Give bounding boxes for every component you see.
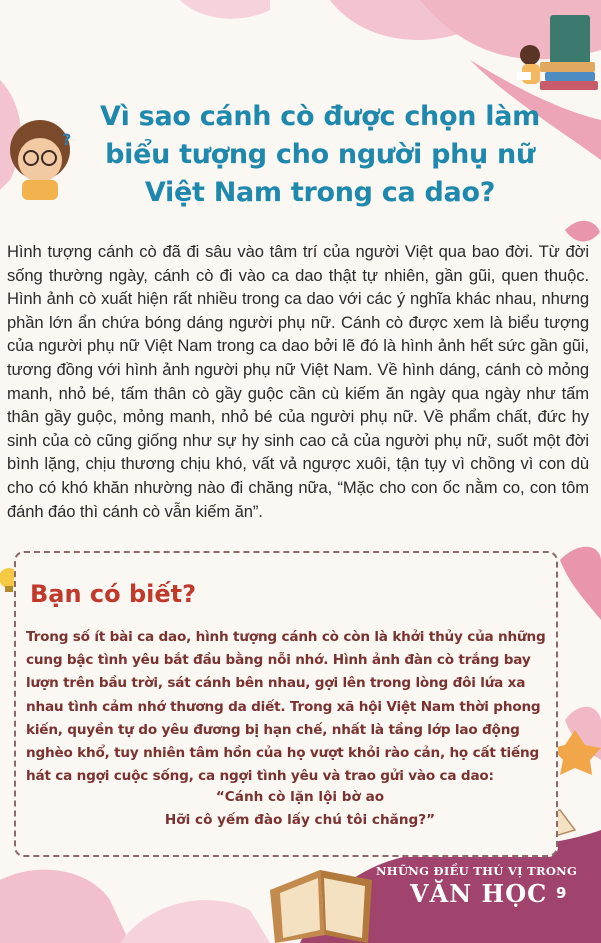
leaf-decoration: [565, 221, 600, 242]
quote-line-1: “Cánh cò lặn lội bờ ao: [215, 789, 385, 805]
svg-text:?: ?: [62, 130, 72, 149]
did-you-know-text: Trong số ít bài ca dao, hình tượng cánh cò còn là khởi thủy của những cung bậc tình yêu bắt đầu bằng nỗi nhớ. Hình ảnh đàn cò trắng bay lượn trên bầu trời, sát cánh bên nhau, gợi lên trong lòng đôi lứa xa nhau tình cảm nhớ thương da diết. Trong xã hội Việt Nam thời phong kiến, quyền tự do yêu đương bị hạn chế, nhất là tầng lớp lao động nghèo khổ, tuy nhiên tâm hồn của họ vượt khỏi rào cản, họ cất tiếng hát ca ngợi cuộc sống, ca ngợi tình yêu và trao gửi vào ca dao:: [26, 629, 546, 785]
thinking-boy-illustration: [10, 120, 71, 200]
leaf-decoration: [180, 0, 270, 19]
title-line-1: Vì sao cánh cò được chọn làm: [100, 101, 540, 132]
series-title-line-2: VĂN HỌC: [410, 879, 548, 908]
body-paragraph: Hình tượng cánh cò đã đi sâu vào tâm trí của người Việt qua bao đời. Từ đời sống thường ngày, cánh cò đi vào ca dao thật tự nhiên, gần gũi, quen thuộc. Hình ảnh cò xuất hiện rất nhiều trong ca dao với các ý nghĩa khác nhau, nhưng phần lớn ẩn chứa bóng dáng người phụ nữ. Cánh cò được xem là biểu tượng của người phụ nữ Việt Nam trong ca dao bởi lẽ đó là hình ảnh hết sức gần gũi, tương đồng với hình ảnh người phụ nữ Việt Nam. Về hình dáng, cánh cò mỏng manh, nhỏ bé, tấm thân cò gầy guộc cần cù kiếm ăn ngày qua ngày như tấm thân gầy guộc, mỏng manh, nhỏ bé của người phụ nữ. Về phẩm chất, đức hy sinh của cò cũng giống như sự hy sinh cao cả của người phụ nữ, suốt một đời bình lặng, chịu thương chịu khó, vất vả ngược xuôi, tận tụy vì chồng vì con dù cho có khó khăn nhường nào đi chăng nữa, “Mặc cho con ốc nằm co, con tôm đánh đáo thì cánh cò vẫn kiếm ăn”.: [7, 242, 589, 521]
leaf-decoration: [0, 870, 130, 943]
open-book-icon: [270, 870, 372, 943]
leaf-decoration: [560, 547, 601, 620]
title-line-2: biểu tượng cho người phụ nữ: [105, 139, 535, 170]
quote-line-2: Hỡi cô yếm đào lấy chú tôi chăng?”: [164, 812, 436, 828]
did-you-know-heading: Bạn có biết?: [30, 580, 197, 608]
page-title: [70, 98, 570, 212]
series-title-line-1: NHỮNG ĐIỀU THÚ VỊ TRONG: [376, 864, 578, 878]
leaf-decoration: [120, 900, 270, 943]
page-number: 9: [556, 884, 567, 902]
title-line-3: Việt Nam trong ca dao?: [144, 177, 496, 208]
